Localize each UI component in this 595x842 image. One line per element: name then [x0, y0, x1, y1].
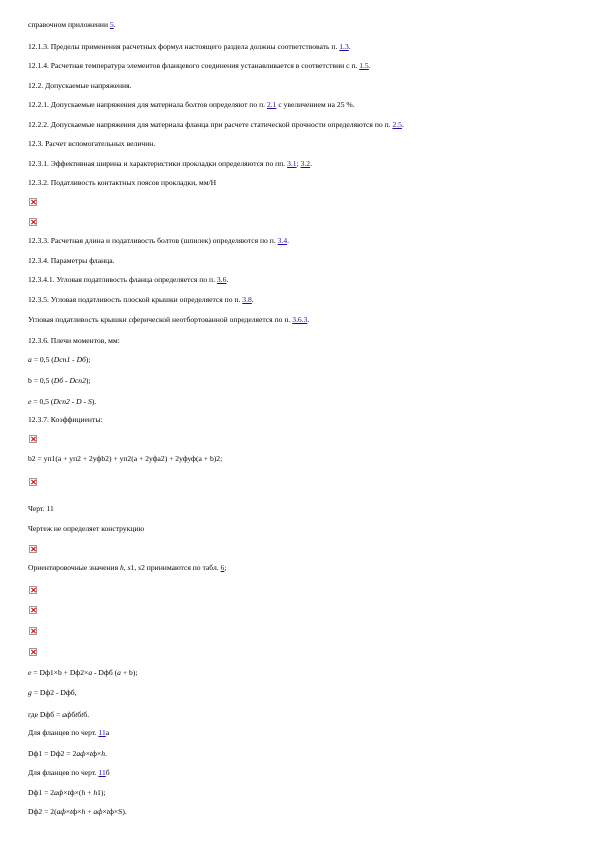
text-segment: Для фланцев по черт. — [28, 728, 99, 737]
text-segment: ; — [224, 563, 227, 572]
text-segment: . — [251, 295, 254, 304]
drawing-11-caption — [28, 504, 580, 514]
drawing-image-11-broken-image-icon — [29, 545, 37, 553]
reference-link[interactable]: 3.4 — [277, 236, 288, 245]
text-segment: b = 0,5 ( — [28, 376, 54, 385]
italic-text: а — [28, 355, 32, 364]
text-segment: - — [70, 355, 77, 364]
italic-text: h — [119, 563, 124, 572]
text-segment: Dф1 = 2 — [28, 788, 55, 797]
italic-text: аф — [76, 749, 86, 758]
text-segment: + — [85, 807, 94, 816]
formula-image-8-broken-image-icon — [29, 648, 37, 656]
text-segment: - — [63, 376, 70, 385]
drawing-11a-ref — [28, 728, 580, 738]
formula-df-equal — [28, 749, 580, 759]
text-segment: ). — [91, 397, 97, 406]
reference-link[interactable]: 1.3 — [339, 42, 349, 51]
text-segment: = Dф1×b + Dф2× — [31, 668, 89, 677]
italic-text: аф — [62, 710, 72, 719]
italic-text: а — [117, 668, 121, 677]
text-segment: + b); — [120, 668, 138, 677]
reference-link[interactable]: 3.1 — [287, 159, 297, 168]
clause-spherical-cover — [28, 315, 580, 325]
text-segment: = 0,5 ( — [31, 355, 54, 364]
formula-g — [28, 688, 580, 698]
reference-link[interactable]: 2.1 — [266, 100, 277, 109]
clause-12-2-2 — [28, 120, 580, 130]
text-segment: . — [104, 749, 107, 758]
text-segment: = Dф2 - Dфб, — [31, 688, 77, 697]
clause-12-3-2 — [28, 178, 580, 188]
italic-text: Dсп1 — [53, 355, 71, 364]
clause-12-3-7 — [28, 415, 580, 425]
formula-e2 — [28, 668, 580, 678]
text-segment: × — [102, 807, 107, 816]
text-segment: . — [307, 315, 310, 324]
reference-link[interactable]: 11 — [98, 728, 106, 737]
italic-text: h — [81, 807, 86, 816]
text-segment: 12.2. Допускаемые напряжения. — [28, 81, 132, 90]
text-segment: 1, — [130, 563, 139, 572]
formula-df1 — [28, 788, 580, 798]
formula-image-2-broken-image-icon — [29, 218, 37, 226]
text-segment: . — [310, 159, 313, 168]
reference-link[interactable]: 5 — [109, 20, 114, 29]
text-segment: 12.3.1. Эффективная ширина и характеристики прокладки определяются по пп. — [28, 159, 288, 168]
text-segment: + — [85, 788, 94, 797]
text-segment: Dф1 = Dф2 = 2 — [28, 749, 77, 758]
reference-link[interactable]: 3.6.3 — [292, 315, 308, 324]
text-segment: с увеличением на 25 %. — [276, 100, 355, 109]
italic-text: t — [70, 807, 73, 816]
italic-text: Dсп2 — [69, 376, 86, 385]
formula-image-1-broken-image-icon — [29, 198, 37, 206]
italic-text: аф — [54, 788, 64, 797]
reference-link[interactable]: 11 — [98, 768, 106, 777]
italic-text: а — [88, 668, 93, 677]
ref-appendix-text — [28, 20, 580, 30]
text-segment: 1); — [97, 788, 106, 797]
text-segment: 12.3. Расчет вспомогательных величин. — [28, 139, 156, 148]
clause-12-1-3 — [28, 42, 580, 52]
text-segment: б — [71, 710, 76, 719]
formula-b — [28, 376, 580, 386]
italic-text: h — [93, 788, 98, 797]
text-segment: - — [81, 397, 88, 406]
reference-link[interactable]: 2.5 — [392, 120, 402, 129]
text-segment: 12.2.2. Допускаемые напряжения для материала фланца при расчете статической прочности определяются по п. — [28, 120, 393, 129]
text-segment: 12.1.3. Пределы применения расчетных формул настоящего раздела должны соответствовать п. — [28, 42, 340, 51]
italic-text: g — [28, 688, 32, 697]
clause-12-3-3 — [28, 236, 580, 246]
italic-text: s — [127, 563, 131, 572]
text-segment: 12.3.3. Расчетная длина и податливость болтов (шпилек) определяются по п. — [28, 236, 278, 245]
text-segment: Для фланцев по черт. — [28, 768, 99, 777]
text-segment: 2 принимаются по табл. — [141, 563, 221, 572]
italic-text: аф — [93, 807, 103, 816]
text-segment: × — [63, 788, 68, 797]
italic-text: t — [67, 788, 70, 797]
text-segment: 12.3.7. Коэффициенты: — [28, 415, 103, 424]
reference-link[interactable]: 3.2 — [300, 159, 311, 168]
text-segment: . — [401, 120, 404, 129]
text-segment: ф× — [91, 749, 102, 758]
text-segment: 12.3.4.1. Угловая податливость фланца определяется по п. — [28, 275, 217, 284]
italic-text: s — [138, 563, 142, 572]
reference-link[interactable]: 6 — [220, 563, 225, 572]
clause-12-3-1 — [28, 159, 580, 169]
text-segment: Угловая податливость крышки сферической неотбортованной определяется по п. — [28, 315, 293, 324]
italic-text: D — [76, 397, 82, 406]
clause-12-3 — [28, 139, 580, 149]
text-segment: × — [85, 749, 90, 758]
text-segment: ; — [296, 159, 301, 168]
text-segment: 12.3.6. Плечи моментов, мм: — [28, 336, 120, 345]
italic-text: е — [28, 668, 32, 677]
italic-text: S — [87, 397, 92, 406]
text-segment: Черт. 11 — [28, 504, 54, 513]
text-segment: ф×( — [69, 788, 82, 797]
text-segment: . — [287, 236, 290, 245]
text-segment: . — [226, 275, 229, 284]
italic-text: t — [106, 807, 109, 816]
italic-text: Dсп2 — [53, 397, 70, 406]
italic-text: t — [75, 710, 78, 719]
text-segment: Dф2 = 2( — [28, 807, 57, 816]
formula-image-4-broken-image-icon — [29, 478, 37, 486]
italic-text: аф — [56, 807, 66, 816]
text-segment: × — [65, 807, 71, 816]
text-segment: справочном приложении — [28, 20, 110, 29]
clause-12-3-4 — [28, 256, 580, 266]
text-segment: 12.3.2. Податливость контактных поясов прокладки, мм/Н — [28, 178, 217, 187]
italic-text: Dб — [53, 376, 64, 385]
text-segment: 12.3.4. Параметры фланца. — [28, 256, 115, 265]
text-segment: а — [105, 728, 110, 737]
formula-df2 — [28, 807, 580, 817]
text-segment: ф× — [72, 807, 82, 816]
formula-image-6-broken-image-icon — [29, 606, 37, 614]
italic-text: е — [28, 397, 32, 406]
formula-where — [28, 710, 580, 720]
text-segment: . — [113, 20, 116, 29]
formula-image-3-broken-image-icon — [29, 435, 37, 443]
clause-12-3-4-1 — [28, 275, 580, 285]
italic-text: t — [81, 710, 84, 719]
text-segment: . — [368, 61, 371, 70]
text-segment: где Dфб = — [28, 710, 63, 719]
clause-12-3-6 — [28, 336, 580, 346]
text-segment: 12.3.5. Угловая податливость плоской крышки определяется по п. — [28, 295, 243, 304]
text-segment: , — [123, 563, 128, 572]
clause-12-2-1 — [28, 100, 580, 110]
italic-text: h — [101, 749, 105, 758]
italic-text: Dб — [76, 355, 86, 364]
text-segment: - Dфб ( — [92, 668, 118, 677]
text-segment: b2 = уп1(а + уп2 + 2уфb2) + уп2(а + 2уфа2) + 2уфуф(а + b)2; — [28, 454, 223, 463]
italic-text: h — [81, 788, 86, 797]
text-segment: ); — [85, 376, 91, 385]
reference-link[interactable]: 3.6 — [216, 275, 227, 284]
table-reference — [28, 563, 580, 573]
formula-a — [28, 355, 580, 365]
text-segment: б. — [83, 710, 90, 719]
text-segment: 12.1.4. Расчетная температура элементов фланцевого соединения устанавливается в соответствии с п. — [28, 61, 360, 70]
italic-text: t — [89, 749, 92, 758]
text-segment: ); — [85, 355, 91, 364]
clause-12-1-4 — [28, 61, 580, 71]
formula-image-5-broken-image-icon — [29, 586, 37, 594]
text-segment: . — [348, 42, 351, 51]
drawing-note — [28, 524, 580, 534]
text-segment: Ориентировочные значения — [28, 563, 120, 572]
clause-12-3-5 — [28, 295, 580, 305]
text-segment: б — [105, 768, 110, 777]
text-segment: = 0,5 ( — [31, 397, 54, 406]
reference-link[interactable]: 3.8 — [242, 295, 252, 304]
text-segment: Чертеж не определяет конструкцию — [28, 524, 145, 533]
drawing-11b-ref — [28, 768, 580, 778]
text-segment: - — [69, 397, 77, 406]
reference-link[interactable]: 1.5 — [359, 61, 369, 70]
clause-12-2 — [28, 81, 580, 91]
text-segment: б — [77, 710, 82, 719]
text-segment: 12.2.1. Допускаемые напряжения для материала болтов определяют по п. — [28, 100, 267, 109]
formula-image-7-broken-image-icon — [29, 627, 37, 635]
text-segment: ф×S). — [108, 807, 127, 816]
formula-b2 — [28, 454, 580, 464]
formula-e — [28, 397, 580, 407]
